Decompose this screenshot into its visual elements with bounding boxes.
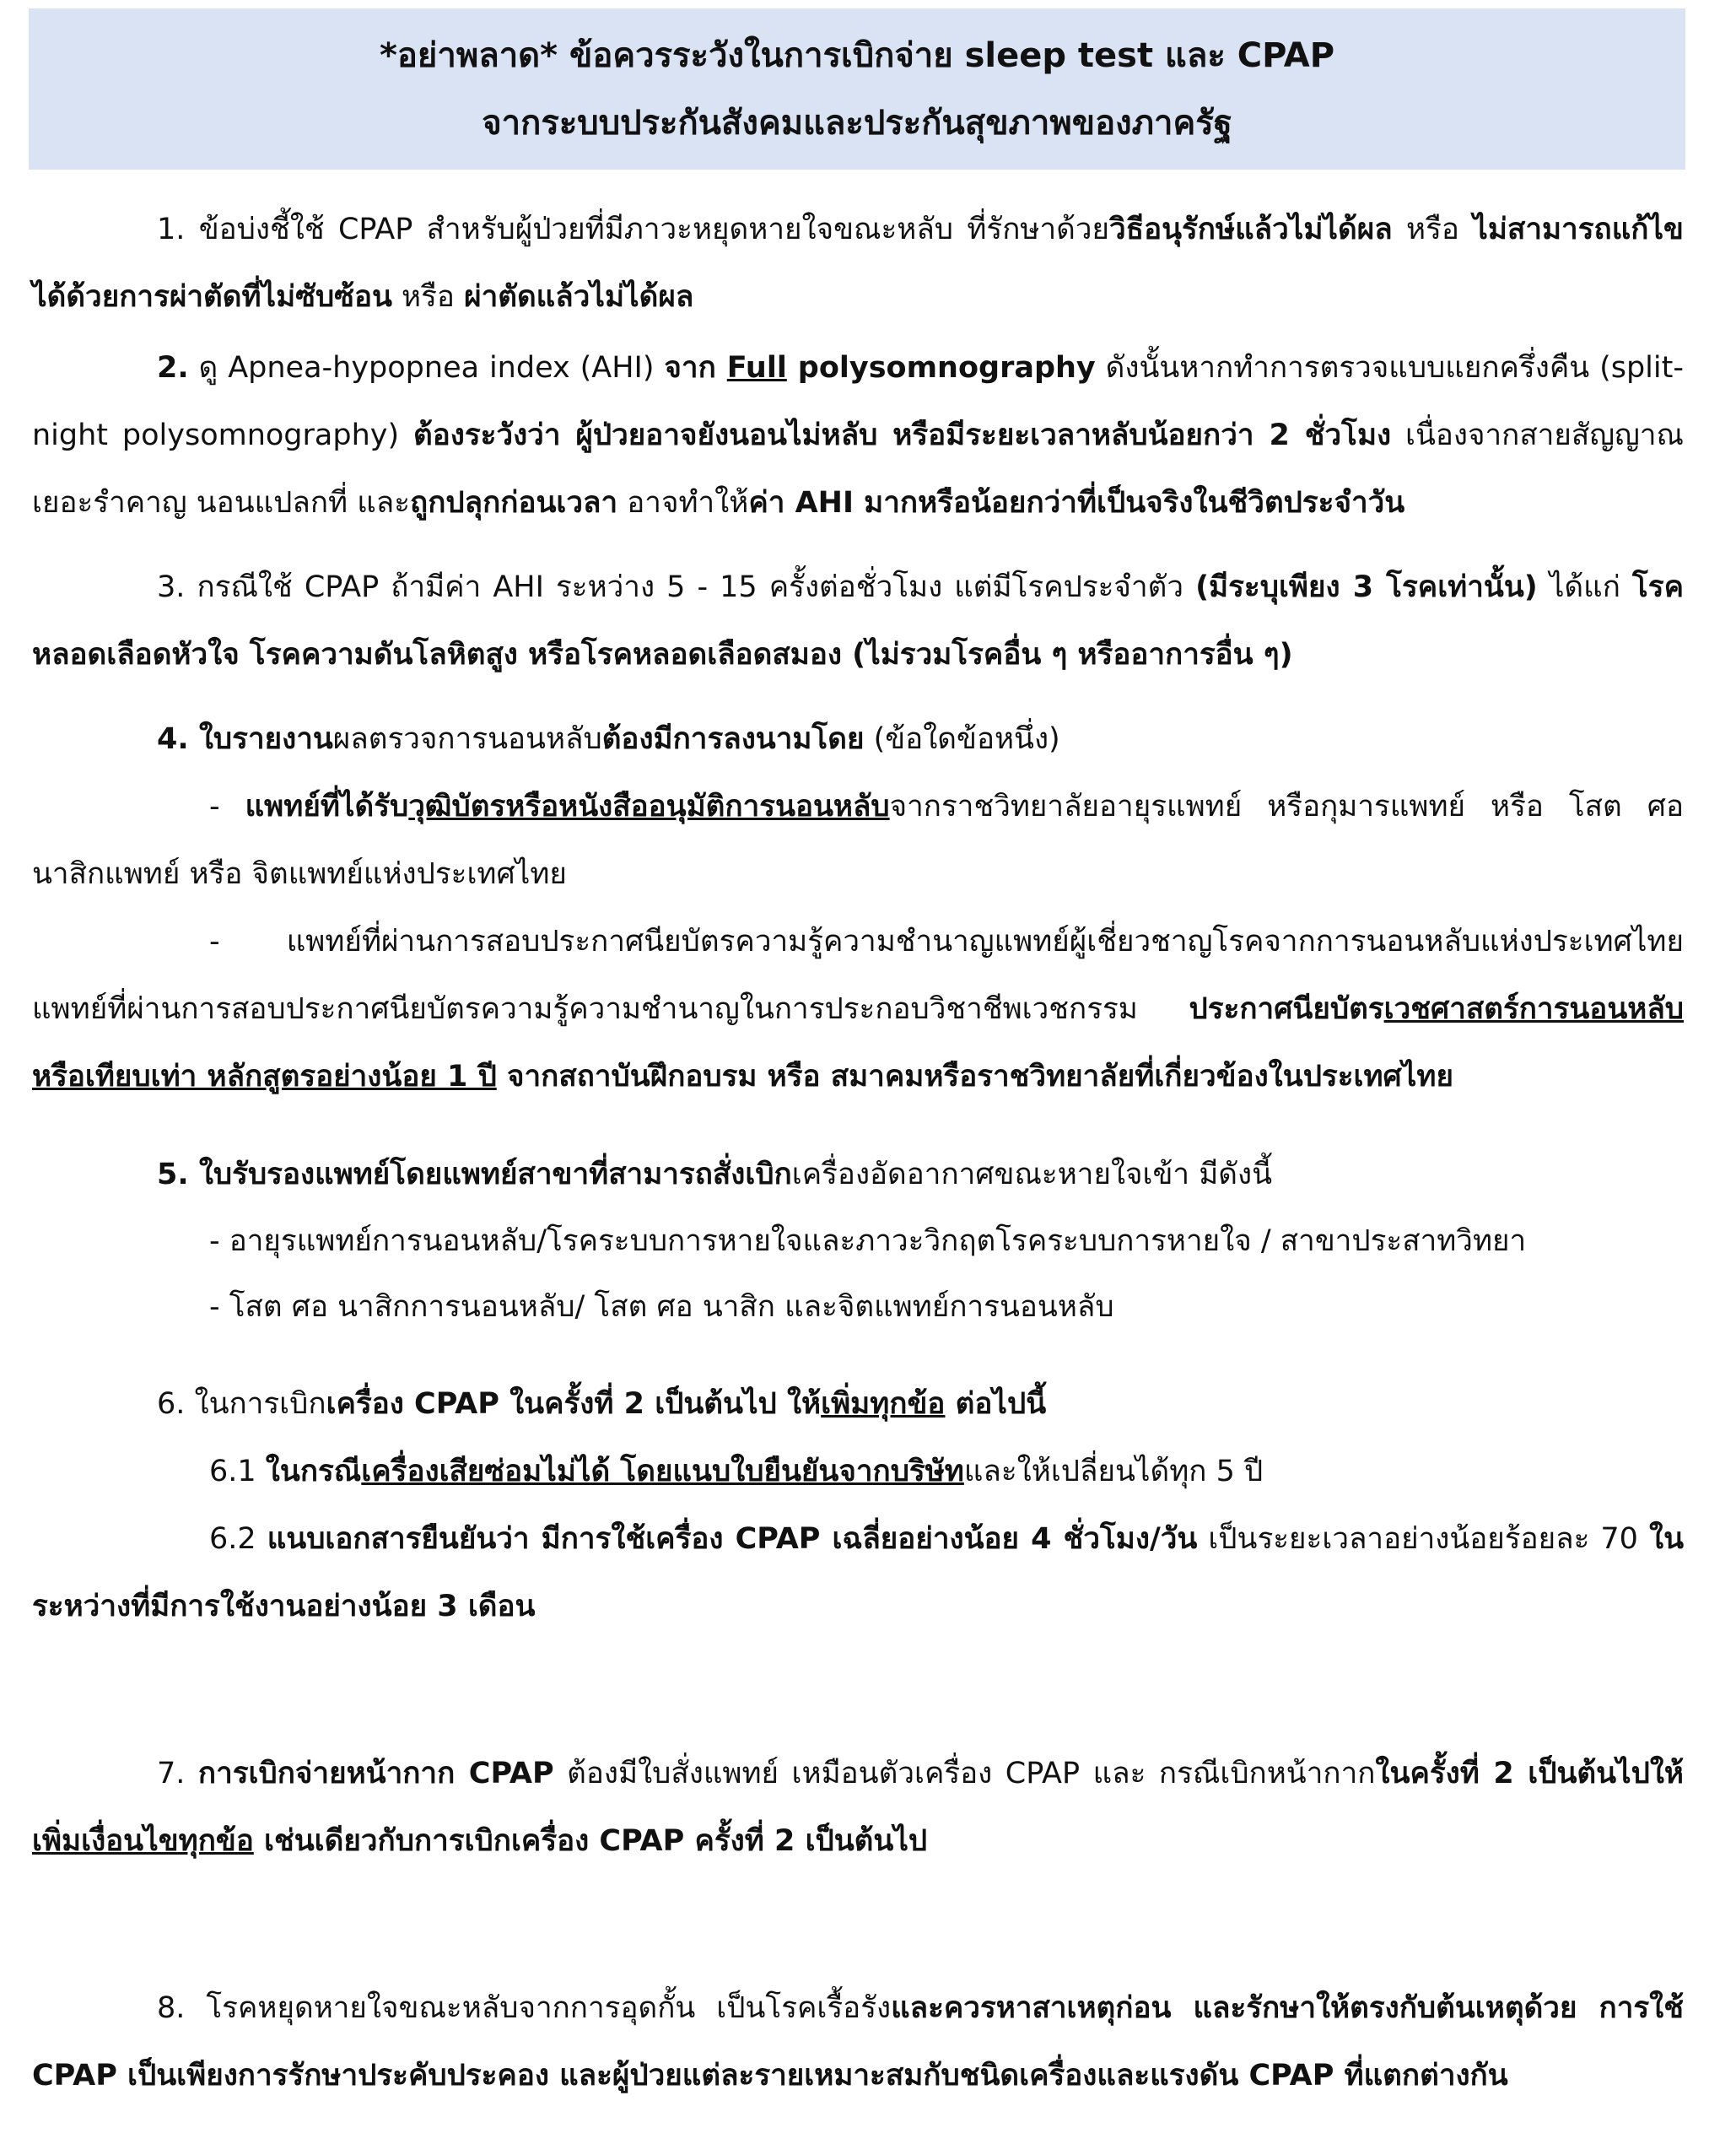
item-6-sub-1 [32, 1438, 1684, 1505]
item-4-sub-2-sleep-medicine: เวชศาสตร์การนอนหลับหรือเทียบเท่า หลักสูตรอย่างน้อย 1 ปี [32, 992, 1684, 1094]
item-6 [32, 1370, 1684, 1438]
item-6-sub-2-percent: เป็นระยะเวลาอย่างน้อยร้อยละ 70 [1197, 1522, 1649, 1556]
item-4-sub-2 [32, 908, 1684, 1110]
item-2-reason: เนื่องจากสายสัญญาณเยอะรำคาญ นอนแปลกที่ และ [32, 419, 1684, 520]
item-6-sub-2 [32, 1505, 1684, 1640]
title-line-2: จากระบบประกันสังคมและประกันสุขภาพของภาครัฐ [482, 103, 1232, 143]
item-8-emphasis: และควรหาสาเหตุก่อน และรักษาให้ตรงกับต้นเหตุด้วย การใช้ CPAP เป็นเพียงการรักษาประคับประคอง และผู้ป่วยแต่ละรายเหมาะสมกับชนิดเครื่องและแรงดัน CPAP ที่แตกต่างกัน [32, 1991, 1684, 2093]
item-4-signed-by: ต้องมีการลงนามโดย [601, 722, 865, 756]
item-4-sub-1-colleges: จากราชวิทยาลัยอายุรแพทย์ หรือกุมารแพทย์ หรือ โสต ศอ นาสิกแพทย์ หรือ จิตแพทย์แห่งประเทศไทย [32, 790, 1684, 891]
item-4-sub-1 [32, 773, 1684, 908]
item-5-number: 5. [157, 1158, 189, 1191]
item-6-add-all: เพิ่มทุกข้อ [821, 1387, 946, 1421]
document-body [32, 196, 1684, 2109]
item-8-text: 8. โรคหยุดหายใจขณะหลับจากการอุดกั้น เป็นโรคเรื้อรัง [157, 1991, 892, 2025]
item-4 [32, 705, 1684, 773]
bullet-dash: - [209, 790, 245, 824]
item-1-emphasis-conservative: วิธีอนุรักษ์แล้วไม่ได้ผล [1109, 213, 1393, 246]
item-2-ahi-note: ค่า AHI มากหรือน้อยกว่าที่เป็นจริงในชีวิตประจำวัน [748, 486, 1405, 520]
item-4-sub-2-text: แพทย์ที่ผ่านการสอบประกาศนียบัตรความรู้ความชำนาญแพทย์ผู้เชี่ยวชาญโรคจากการนอนหลับแห่งประเทศไทย แพทย์ที่ผ่านการสอบประกาศนียบัตรความรู้ความชำนาญในการประกอบวิชาชีพเวชกรรม [32, 925, 1684, 1026]
item-1-emphasis-surgery: ไม่สามารถแก้ไขได้ด้วยการผ่าตัดที่ไม่ซับซ้อน [32, 213, 1684, 314]
item-6-sub-1-broken: เครื่องเสียซ่อมไม่ได้ โดยแนบใบยืนยันจากบริษัท [361, 1455, 964, 1488]
item-3-three-diseases: (มีระบุเพียง 3 โรคเท่านั้น) [1195, 570, 1538, 604]
item-5 [32, 1141, 1684, 1208]
item-2-full: Full [726, 351, 787, 385]
item-2-psg: polysomnography [786, 351, 1096, 385]
item-2-text: ดู Apnea-hypopnea index (AHI) [188, 351, 665, 385]
item-7-text: ต้องมีใบสั่งแพทย์ เหมือนตัวเครื่อง CPAP และ กรณีเบิกหน้ากาก [553, 1757, 1376, 1790]
item-7-number: 7. [157, 1757, 198, 1790]
item-6-sub-1-case: ในกรณี [265, 1455, 362, 1488]
item-6-following: ต่อไปนี้ [945, 1387, 1047, 1421]
item-4-report: 4. ใบรายงาน [157, 722, 333, 756]
item-5-certificate: ใบรับรองแพทย์โดยแพทย์สาขาที่สามารถสั่งเบิก [188, 1158, 792, 1191]
item-2-result: อาจทำให้ [617, 486, 749, 520]
item-6-sub-2-usage: แนบเอกสารยืนยันว่า มีการใช้เครื่อง CPAP เฉลี่ยอย่างน้อย 4 ชั่วโมง/วัน [267, 1522, 1198, 1556]
item-4-sub-1-certificate: วุฒิบัตรหรือหนังสืออนุมัติการนอนหลับ [408, 790, 890, 824]
item-1 [32, 196, 1684, 331]
item-4-any-one: (ข้อใดข้อหนึ่ง) [864, 722, 1060, 756]
item-6-sub-2-number: 6.2 [209, 1522, 267, 1556]
item-7 [32, 1740, 1684, 1875]
item-1-text: 1. ข้อบ่งชี้ใช้ CPAP สำหรับผู้ป่วยที่มีภาวะหยุดหายใจขณะหลับ ที่รักษาด้วย [157, 213, 1110, 246]
item-5-sub-2: - โสต ศอ นาสิกการนอนหลับ/ โสต ศอ นาสิก และจิตแพทย์การนอนหลับ [209, 1290, 1114, 1324]
item-8 [32, 1974, 1684, 2109]
item-2-split-night: ดังนั้นหากทำการตรวจแบบแยกครึ่งคืน (split-night polysomnography) [32, 351, 1684, 452]
item-6-sub-2-duration: ในระหว่างที่มีการใช้งานอย่างน้อย 3 เดือน [32, 1522, 1684, 1623]
item-6-sub-1-number: 6.1 [209, 1455, 266, 1488]
item-4-sub-2-institutions: จากสถาบันฝึกอบรม หรือ สมาคมหรือราชวิทยาลัยที่เกี่ยวข้องในประเทศไทย [496, 1060, 1453, 1094]
item-3-text: 3. กรณีใช้ CPAP ถ้ามีค่า AHI ระหว่าง 5 - 15 ครั้งต่อชั่วโมง แต่มีโรคประจำตัว [157, 570, 1196, 604]
item-7-same-as-device: เช่นเดียวกับการเบิกเครื่อง CPAP ครั้งที่ 2 เป็นต้นไป [253, 1824, 928, 1858]
item-2 [32, 334, 1684, 537]
item-1-or-2: หรือ [391, 280, 465, 314]
item-4-sub-1-doctor: แพทย์ที่ได้รับ [245, 790, 409, 824]
item-1-emphasis-failed: ผ่าตัดแล้วไม่ได้ผล [464, 280, 694, 314]
item-5-device: เครื่องอัดอากาศขณะหายใจเข้า มีดังนี้ [791, 1158, 1273, 1191]
item-4-sleep-result: ผลตรวจการนอนหลับ [332, 722, 602, 756]
item-3-including: ได้แก่ [1537, 570, 1632, 604]
item-5-sub-1: - อายุรแพทย์การนอนหลับ/โรคระบบการหายใจและภาวะวิกฤตโรคระบบการหายใจ / สาขาประสาทวิทยา [209, 1224, 1527, 1258]
item-6-text: 6. ในการเบิก [157, 1387, 326, 1421]
item-1-or: หรือ [1392, 213, 1474, 246]
item-2-warning: ต้องระวังว่า ผู้ป่วยอาจยังนอนไม่หลับ หรือมีระยะเวลาหลับน้อยกว่า 2 ชั่วโมง [413, 419, 1392, 452]
item-7-mask: การเบิกจ่ายหน้ากาก CPAP [197, 1757, 554, 1790]
item-2-number: 2. [157, 351, 189, 385]
item-3-disease-list: โรคหลอดเลือดหัวใจ โรคความดันโลหิตสูง หรือโรคหลอดเลือดสมอง (ไม่รวมโรคอื่น ๆ หรืออาการอื่น ๆ) [32, 570, 1684, 672]
item-6-second-time: เครื่อง CPAP ในครั้งที่ 2 เป็นต้นไป ให้ [326, 1387, 822, 1421]
item-7-second-time: ในครั้งที่ 2 เป็นต้นไปให้ [1375, 1757, 1685, 1790]
title-banner [29, 8, 1685, 170]
item-6-sub-1-replace: และให้เปลี่ยนได้ทุก 5 ปี [963, 1455, 1264, 1488]
bullet-dash: - [209, 925, 287, 959]
title-line-1: *อย่าพลาด* ข้อควรระวังในการเบิกจ่าย sleep test และ CPAP [379, 35, 1335, 75]
item-2-woken-early: ถูกปลุกก่อนเวลา [410, 486, 618, 520]
item-2-from: จาก [664, 351, 727, 385]
item-7-add-conditions: เพิ่มเงื่อนไขทุกข้อ [32, 1824, 254, 1858]
item-3 [32, 554, 1684, 689]
item-4-sub-2-diploma: ประกาศนียบัตร [1189, 992, 1384, 1026]
